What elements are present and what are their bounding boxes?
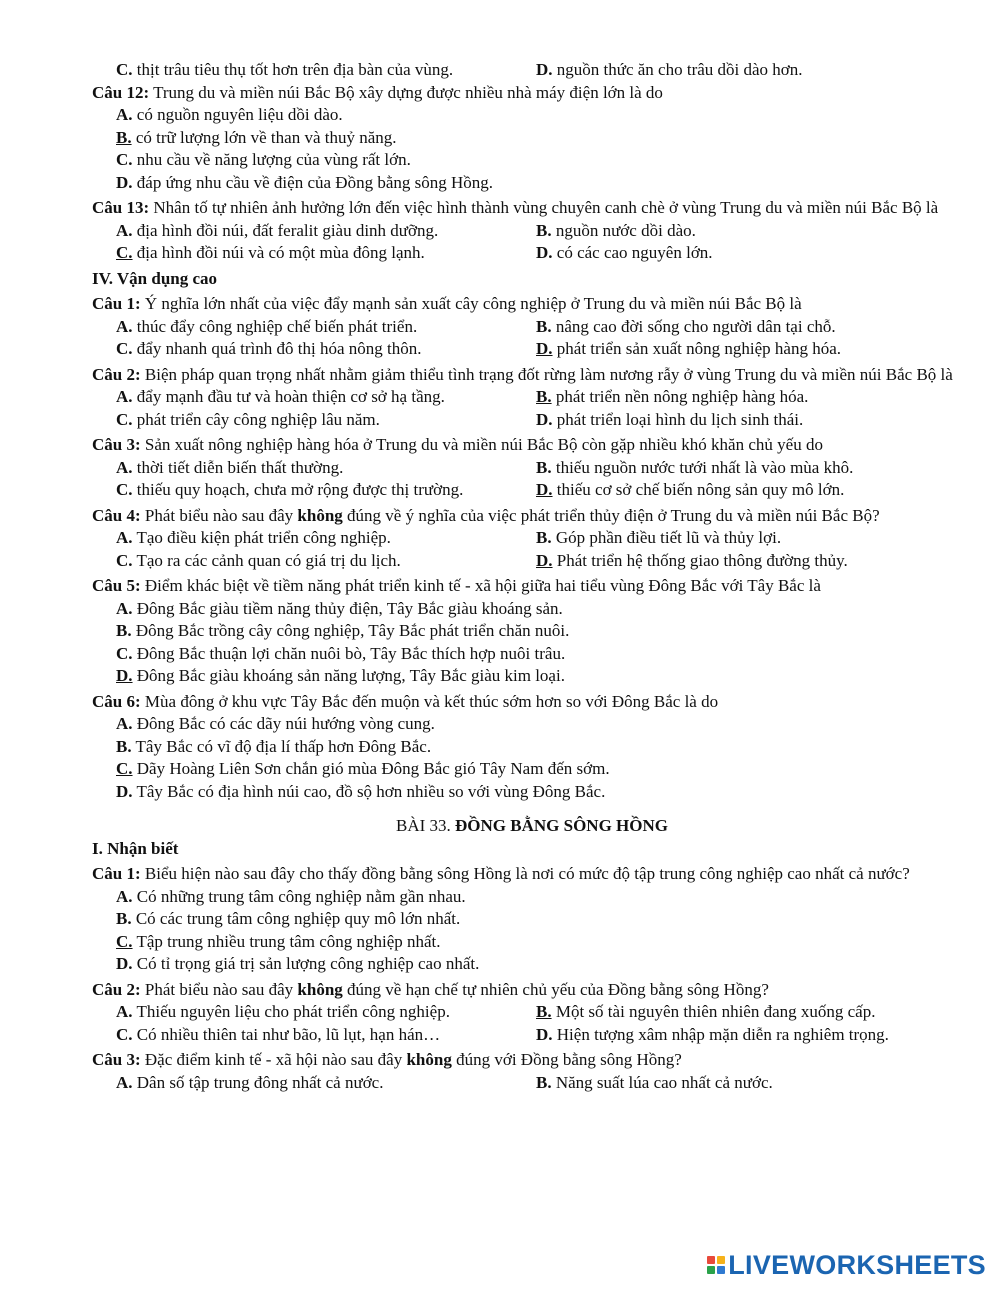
emphasis-text: không [297,979,343,999]
worksheet-page [92,59,972,1094]
option-text: Năng suất lúa cao nhất cả nước. [555,1072,773,1092]
logo-square-yellow [717,1256,725,1264]
option-letter: A. [116,714,133,733]
option-letter: B. [116,621,132,640]
option-letter: C. [116,60,133,79]
answer-option-d[interactable] [536,338,976,361]
option-text: Tây Bắc có vĩ độ địa lí thấp hơn Đông Bắc. [135,736,432,756]
option-letter: D. [116,781,133,801]
option-letter: D. [116,954,133,973]
answer-option-b[interactable] [536,386,976,409]
option-letter: B. [536,457,552,477]
option-text: Tạo điều kiện phát triển công nghiệp. [136,528,391,547]
question [92,293,972,361]
answer-option-c[interactable] [116,409,536,432]
option-letter: B. [536,528,552,547]
question [92,82,972,195]
option-text: Đông Bắc thuận lợi chăn nuôi bò, Tây Bắc thích hợp nuôi trâu. [136,643,566,663]
question [92,979,972,1047]
stem-text: Mùa đông ở khu vực Tây Bắc đến muộn và kết thúc sớm hơn so với Đông Bắc là do [144,691,719,711]
option-text: nguồn nước dồi dào. [555,220,696,240]
option-text: thời tiết diễn biến thất thường. [136,457,344,477]
answer-option-a[interactable] [116,598,972,621]
answer-option-a[interactable] [116,886,972,909]
answer-option-d[interactable] [536,242,976,265]
option-letter: D. [536,409,553,429]
logo-square-green [707,1266,715,1274]
question-stem [92,82,972,105]
option-letter: B. [536,220,552,240]
answer-options [92,104,972,194]
question-stem [92,505,972,528]
stem-text: Phát biểu nào sau đây [144,505,298,525]
option-text: phát triển loại hình du lịch sinh thái. [556,409,804,429]
option-letter: A. [116,105,133,124]
answer-option-a[interactable] [116,1072,536,1095]
option-text: Dãy Hoàng Liên Sơn chắn gió mùa Đông Bắc gió Tây Nam đến sớm. [136,759,610,778]
answer-option-b[interactable] [116,620,972,643]
question-stem [92,979,972,1002]
answer-option-a[interactable] [116,1001,536,1024]
option-text: Có các trung tâm công nghiệp quy mô lớn nhất. [135,909,461,928]
answer-options [92,598,972,688]
option-text: phát triển nền nông nghiệp hàng hóa. [555,387,809,406]
stem-text: Điểm khác biệt về tiềm năng phát triển kinh tế - xã hội giữa hai tiểu vùng Đông Bắc với Tây Bắc là [144,576,821,595]
answer-option-a[interactable] [116,457,536,480]
option-text: nâng cao đời sống cho người dân tại chỗ. [555,316,836,336]
option-text: Có những trung tâm công nghiệp nằm gần nhau. [136,886,466,906]
question [92,364,972,432]
answer-options [92,527,972,572]
option-text: Dân số tập trung đông nhất cả nước. [136,1072,384,1092]
question-number: Câu 5: [92,576,141,595]
option-letter: D. [116,666,133,685]
answer-option-d[interactable] [116,953,972,976]
option-text: Tạo ra các cảnh quan có giá trị du lịch. [136,550,401,570]
stem-text: Ý nghĩa lớn nhất của việc đẩy mạnh sản xuất cây công nghiệp ở Trung du và miền núi Bắc Bộ là [144,294,802,313]
option-letter: A. [116,886,133,906]
option-letter: B. [116,909,132,928]
option-letter: C. [116,339,133,358]
option-text: Đông Bắc trồng cây công nghiệp, Tây Bắc phát triển chăn nuôi. [135,621,570,640]
answer-option-b[interactable] [116,127,972,150]
answer-option-a[interactable] [116,316,536,339]
option-text: nhu cầu về năng lượng của vùng rất lớn. [136,150,411,169]
section-heading: I. Nhận biết [92,838,179,858]
question-number: Câu 3: [92,435,141,454]
option-text: có nguồn nguyên liệu dồi dào. [136,105,343,124]
answer-option-a[interactable] [116,220,536,243]
option-letter: B. [536,1002,552,1021]
answer-options [92,457,972,502]
answer-option-c[interactable] [116,149,972,172]
option-letter: A. [116,387,133,406]
answer-option-d[interactable] [536,550,976,573]
answer-options [92,220,972,265]
stem-text: Trung du và miền núi Bắc Bộ xây dựng được nhiều nhà máy điện lớn là do [153,82,663,102]
question-stem [92,434,972,457]
option-letter: D. [536,339,553,358]
option-text: thiếu cơ sở chế biến nông sản quy mô lớn. [556,480,845,499]
option-letter: C. [116,931,133,951]
section-heading: IV. Vận dụng cao [92,268,218,288]
question-stem [92,293,972,316]
option-text: đẩy mạnh đầu tư và hoàn thiện cơ sở hạ tầng. [136,387,445,406]
option-text: Đông Bắc giàu tiềm năng thủy điện, Tây Bắc giàu khoáng sản. [136,598,563,618]
answer-option-c[interactable] [116,479,536,502]
liveworksheets-logo-icon [707,1256,725,1274]
answer-option-b[interactable] [116,736,972,759]
option-letter: D. [536,480,553,499]
question [92,575,972,688]
option-letter: D. [536,1024,553,1044]
answer-option-d[interactable] [536,409,976,432]
question [92,197,972,265]
answer-option-a[interactable] [116,386,536,409]
option-text: Một số tài nguyên thiên nhiên đang xuống cấp. [555,1002,876,1021]
question-stem [92,575,972,598]
option-letter: B. [536,1072,552,1092]
question-stem [92,1049,972,1072]
option-text: đáp ứng nhu cầu về điện của Đồng bằng sông Hồng. [136,172,494,192]
option-letter: C. [116,759,133,778]
stem-text: Biện pháp quan trọng nhất nhằm giảm thiểu tình trạng đốt rừng làm nương rẫy ở vùng Trung du và miền núi Bắc Bộ là [144,364,953,384]
option-letter: A. [116,457,133,477]
answer-options [92,316,972,361]
answer-option-a[interactable] [116,527,536,550]
option-text: Tây Bắc có địa hình núi cao, đồ sộ hơn nhiều so với vùng Đông Bắc. [136,781,606,801]
question-stem [92,863,972,886]
answer-options [92,386,972,431]
question-number: Câu 2: [92,364,141,384]
lesson-heading [92,815,972,838]
option-letter: D. [536,243,553,262]
answer-option-b[interactable] [536,1001,976,1024]
option-letter: C. [116,150,133,169]
option-letter: C. [116,550,133,570]
option-letter: C. [116,243,133,262]
question [92,1049,972,1094]
option-text: Thiếu nguyên liệu cho phát triển công nghiệp. [136,1002,450,1021]
option-text: Có tỉ trọng giá trị sản lượng công nghiệp cao nhất. [136,954,480,973]
option-letter: A. [116,316,133,336]
option-text: nguồn thức ăn cho trâu dồi dào hơn. [556,60,803,79]
logo-square-blue [717,1266,725,1274]
answer-option-b[interactable] [536,457,976,480]
question [92,863,972,976]
emphasis-text: không [297,505,343,525]
answer-options [92,1001,972,1046]
option-letter: A. [116,1072,133,1092]
question [92,691,972,804]
option-letter: B. [536,316,552,336]
answer-option-c[interactable] [116,550,536,573]
option-letter: A. [116,1002,133,1021]
option-letter: C. [116,480,133,499]
emphasis-text: không [406,1050,452,1069]
option-text: Tập trung nhiều trung tâm công nghiệp nhất. [136,931,441,951]
option-text: thiếu quy hoạch, chưa mở rộng được thị trường. [136,480,464,499]
option-letter: D. [536,60,553,79]
stem-text: đúng về hạn chế tự nhiên chủ yếu của Đồng bằng sông Hồng? [342,979,769,999]
question [92,434,972,502]
option-text: Hiện tượng xâm nhập mặn diễn ra nghiêm trọng. [556,1024,889,1044]
option-letter: C. [116,1024,133,1044]
answer-option-b[interactable] [536,1072,976,1095]
option-letter: D. [536,550,553,570]
liveworksheets-brand[interactable] [707,1250,986,1280]
answer-option-c[interactable] [116,643,972,666]
answer-options [92,886,972,976]
answer-option-c[interactable] [116,59,536,82]
question-number: Câu 1: [92,294,141,313]
option-text: địa hình đồi núi và có một mùa đông lạnh. [136,243,425,262]
lesson-title: ĐỒNG BẰNG SÔNG HỒNG [455,816,669,835]
option-text: thúc đẩy công nghiệp chế biến phát triển. [136,316,418,336]
question-stem [92,364,972,387]
option-text: Đông Bắc có các dãy núi hướng vòng cung. [136,714,435,733]
answer-options [92,59,972,82]
option-text: Góp phần điều tiết lũ và thủy lợi. [555,528,782,547]
option-letter: A. [116,220,133,240]
answer-option-b[interactable] [536,316,976,339]
option-text: phát triển sản xuất nông nghiệp hàng hóa. [556,339,841,358]
answer-option-d[interactable] [116,665,972,688]
option-letter: A. [116,598,133,618]
option-letter: B. [116,127,132,147]
question-number: Câu 12: [92,82,150,102]
question-stem [92,691,972,714]
stem-text: Sản xuất nông nghiệp hàng hóa ở Trung du và miền núi Bắc Bộ còn gặp nhiều khó khăn chủ yếu do [144,435,823,454]
answer-option-d[interactable] [536,59,976,82]
option-letter: A. [116,528,133,547]
stem-text: Nhân tố tự nhiên ảnh hưởng lớn đến việc hình thành vùng chuyên canh chè ở vùng Trung du và miền núi Bắc Bộ là [153,198,939,217]
option-text: có trữ lượng lớn về than và thuỷ năng. [135,127,397,147]
answer-option-a[interactable] [116,713,972,736]
stem-text: Phát biểu nào sau đây [144,979,298,999]
option-text: phát triển cây công nghiệp lâu năm. [136,409,380,429]
answer-option-d[interactable] [536,479,976,502]
answer-option-a[interactable] [116,104,972,127]
option-text: thiếu nguồn nước tưới nhất là vào mùa khô. [555,457,854,477]
answer-option-c[interactable] [116,1024,536,1047]
answer-option-c[interactable] [116,758,972,781]
question-number: Câu 6: [92,691,141,711]
option-letter: B. [536,387,552,406]
option-text: đẩy nhanh quá trình đô thị hóa nông thôn. [136,339,422,358]
logo-square-red [707,1256,715,1264]
option-text: Đông Bắc giàu khoáng sản năng lượng, Tây Bắc giàu kim loại. [136,666,565,685]
liveworksheets-wordmark: LIVEWORKSHEETS [728,1250,986,1280]
answer-option-d[interactable] [116,781,972,804]
answer-options [92,1072,972,1095]
option-text: thịt trâu tiêu thụ tốt hơn trên địa bàn của vùng. [136,60,454,79]
question-number: Câu 4: [92,505,141,525]
stem-text: đúng về ý nghĩa của việc phát triển thủy điện ở Trung du và miền núi Bắc Bộ? [342,505,880,525]
lesson-number: BÀI 33. [395,816,456,835]
question [92,505,972,573]
answer-option-d[interactable] [536,1024,976,1047]
stem-text: Đặc điểm kinh tế - xã hội nào sau đây [144,1050,407,1069]
answer-option-b[interactable] [116,908,972,931]
answer-option-c[interactable] [116,338,536,361]
option-text: địa hình đồi núi, đất feralit giàu dinh dưỡng. [136,220,439,240]
question-number: Câu 13: [92,198,150,217]
option-letter: D. [116,172,133,192]
option-text: Phát triển hệ thống giao thông đường thủy. [556,550,848,570]
question-number: Câu 3: [92,1050,141,1069]
answer-option-c[interactable] [116,931,972,954]
question-number: Câu 1: [92,864,141,883]
answer-option-d[interactable] [116,172,972,195]
question-stem [92,197,972,220]
answer-options [92,713,972,803]
option-letter: B. [116,736,132,756]
stem-text: đúng với Đồng bằng sông Hồng? [451,1050,682,1069]
question-number: Câu 2: [92,979,141,999]
option-letter: C. [116,643,133,663]
option-text: Có nhiều thiên tai như bão, lũ lụt, hạn hán… [136,1024,441,1044]
answer-option-b[interactable] [536,220,976,243]
answer-option-b[interactable] [536,527,976,550]
option-text: có các cao nguyên lớn. [556,243,713,262]
stem-text: Biểu hiện nào sau đây cho thấy đồng bằng sông Hồng là nơi có mức độ tập trung công nghiệp cao nhất cả nước? [144,864,910,883]
answer-option-c[interactable] [116,242,536,265]
option-letter: C. [116,409,133,429]
